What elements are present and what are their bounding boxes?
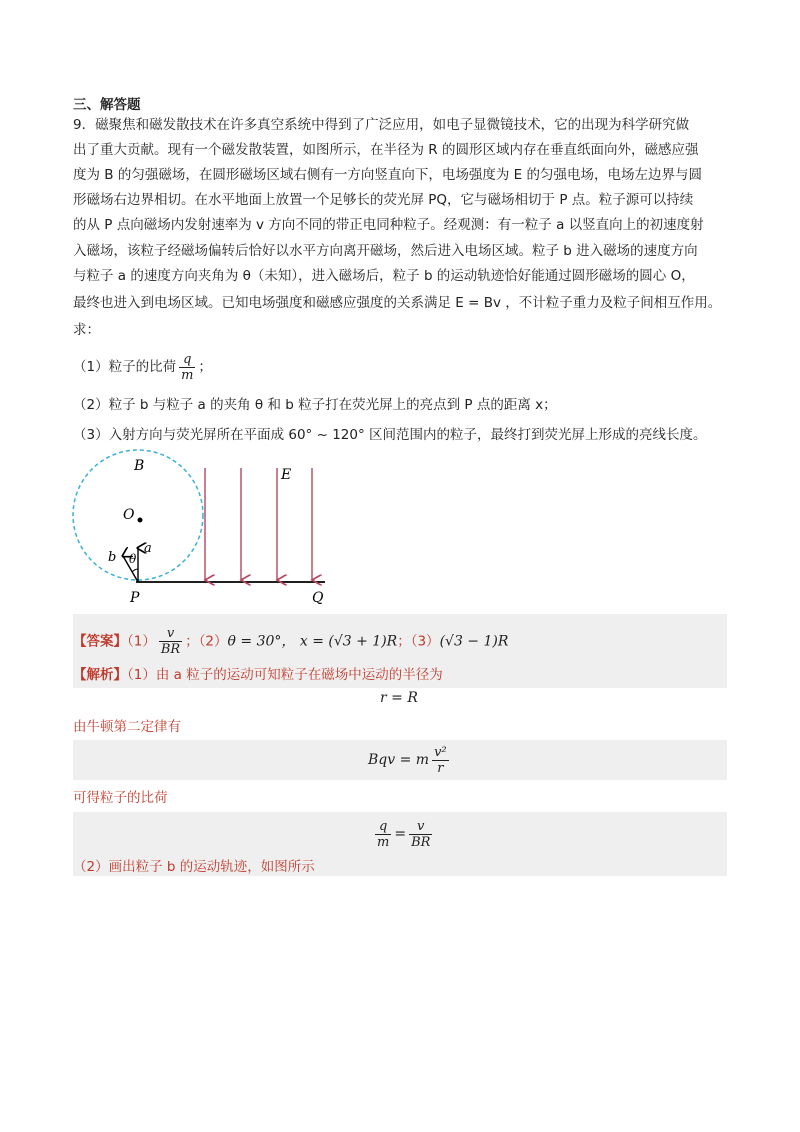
- answer-1-fraction: [159, 626, 182, 657]
- answer-part-2-label: （2）: [198, 633, 228, 650]
- equation-r-equals-r: r = R: [380, 690, 418, 706]
- answer-part-3-label: （3）: [410, 633, 440, 650]
- equation-3-right-numerator: v: [409, 819, 432, 835]
- label-q-point: Q: [312, 590, 324, 606]
- analysis-line-4: （2）画出粒子 b 的运动轨迹，如图所示: [73, 859, 315, 875]
- label-b-particle: b: [108, 550, 117, 565]
- label-o-center: O: [123, 507, 135, 523]
- answer-sep-2: ；: [397, 633, 411, 650]
- question-1: [73, 350, 212, 384]
- answer-3-value: (√3 − 1)R: [439, 633, 509, 650]
- question-1-suffix: ；: [198, 359, 212, 375]
- question-2: （2）粒子 b 与粒子 a 的夹角 θ 和 b 粒子打在荧光屏上的亮点到 P 点的距离 x；: [73, 397, 557, 413]
- label-p-point: P: [130, 590, 140, 606]
- problem-line-2: 出了重大贡献。现有一个磁发散装置，如图所示，在半径为 R 的圆形区域内存在垂直纸面向外，磁感应强: [73, 142, 699, 158]
- analysis-line-3: 可得粒子的比荷: [73, 790, 168, 806]
- analysis-line-1: [73, 665, 443, 685]
- q1-numerator: q: [179, 352, 195, 368]
- problem-line-8: 最终也进入到电场区域。已知电场强度和磁感应强度的关系满足 E = Bv ，不计粒子重力及粒子间相互作用。: [73, 295, 722, 311]
- equation-3-left-numerator: q: [375, 819, 391, 835]
- problem-line-3: 度为 B 的匀强磁场，在圆形磁场区域右侧有一方向竖直向下，电场强度为 E 的匀强电场，电场左边界与圆: [73, 167, 702, 183]
- problem-line-9: 求：: [73, 322, 100, 338]
- angle-arc: [132, 569, 138, 572]
- equation-2-denominator: r: [437, 760, 444, 776]
- question-1-fraction: [179, 352, 195, 383]
- section-heading: 三、解答题: [73, 97, 141, 113]
- question-3: （3）入射方向与荧光屏所在平面成 60° ~ 120° 区间范围内的粒子，最终打到荧光屏上形成的亮线长度。: [73, 427, 707, 443]
- equation-3-equals: =: [394, 826, 407, 842]
- analysis-text-1: （1）由 a 粒子的运动可知粒子在磁场中运动的半径为: [127, 667, 443, 683]
- answer-tag: 【答案】: [73, 633, 127, 650]
- equation-2-left: Bqv = m: [368, 752, 430, 768]
- center-point-o: [138, 518, 143, 523]
- label-a-particle: a: [144, 541, 152, 556]
- problem-line-7: 与粒子 a 的速度方向夹角为 θ（未知），进入磁场后，粒子 b 的运动轨迹恰好能通过圆形磁场的圆心 O，: [73, 268, 695, 284]
- equation-3-right-denominator: BR: [411, 834, 431, 850]
- label-theta: θ: [129, 552, 137, 566]
- label-b-field: B: [134, 458, 145, 474]
- question-1-text: （1）粒子的比荷: [73, 359, 177, 375]
- analysis-line-2: 由牛顿第二定律有: [73, 719, 181, 735]
- answer-2-value: θ = 30°， x = (√3 + 1)R: [227, 633, 398, 650]
- answer-line: [73, 626, 508, 657]
- problem-line-5: 的从 P 点向磁场内发射速率为 v 方向不同的带正电同种粒子。经观测：有一粒子 a 以竖直向上的初速度射: [73, 217, 704, 233]
- answer-sep-1: ；: [185, 633, 199, 650]
- analysis-tag: 【解析】: [73, 667, 127, 683]
- equation-3-left-fraction: [375, 819, 391, 850]
- problem-line-1: 9．磁聚焦和磁发散技术在许多真空系统中得到了广泛应用，如电子显微镜技术，它的出现为科学研究做: [73, 117, 690, 133]
- physics-figure: [70, 448, 350, 608]
- equation-charge-ratio: [372, 816, 435, 852]
- label-e-field: E: [281, 467, 292, 483]
- equation-3-right-fraction: [409, 819, 432, 850]
- q1-denominator: m: [181, 367, 194, 383]
- equation-newton: [368, 740, 452, 780]
- answer-1-numerator: v: [159, 626, 182, 642]
- problem-line-6: 入磁场，该粒子经磁场偏转后恰好以水平方向离开磁场，然后进入电场区域。粒子 b 进入磁场的速度方向: [73, 243, 698, 259]
- answer-part-1-label: （1）: [127, 633, 156, 650]
- problem-line-4: 形磁场右边界相切。在水平地面上放置一个足够长的荧光屏 PQ，它与磁场相切于 P 点。粒子源可以持续: [73, 192, 694, 208]
- equation-2-numerator: v²: [434, 744, 447, 760]
- answer-1-denominator: BR: [160, 642, 181, 657]
- equation-2-fraction: [432, 745, 449, 776]
- equation-3-left-denominator: m: [377, 834, 390, 850]
